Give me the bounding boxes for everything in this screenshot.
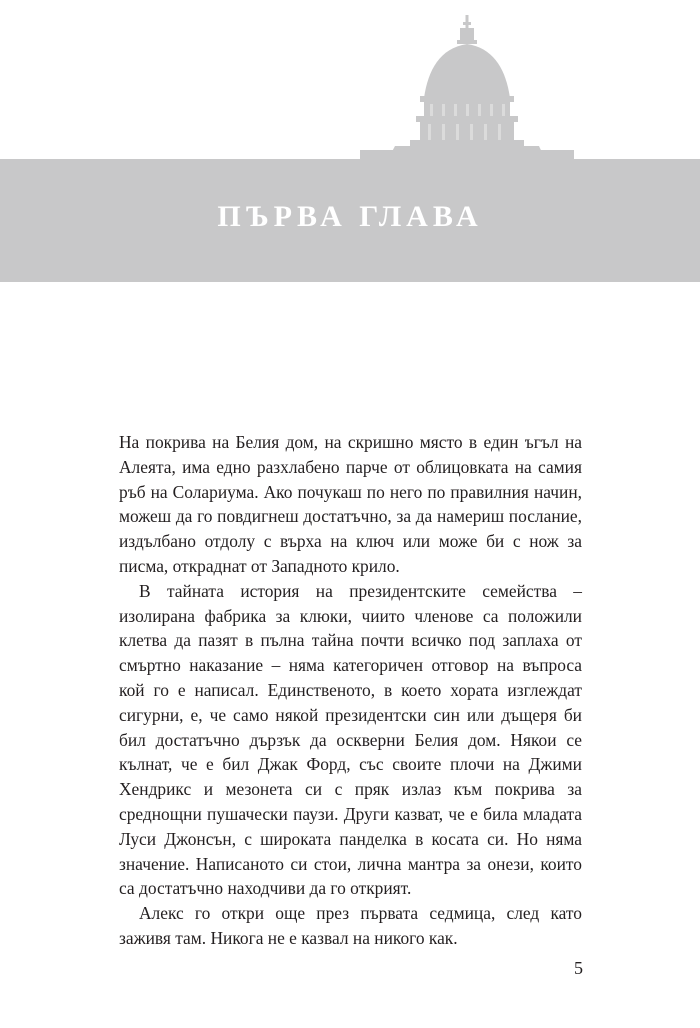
paragraph: Алекс го откри още през първата седмица, след като заживя там. Никога не е казвал на никого как. xyxy=(119,903,582,948)
chapter-title: ПЪРВА ГЛАВА xyxy=(217,200,483,233)
paragraph: На покрива на Белия дом, на скришно място в един ъгъл на Алеята, има едно разхлабено парче от облицовката на самия ръб на Солариума. Ако почукаш по него по правилния начин, можеш да го повдигнеш достатъчно, за да намериш послание, издълбано отдолу с върха на ключ или може би с нож за писма, откраднат от Западното крило. xyxy=(119,432,582,576)
page-number: 5 xyxy=(574,958,583,978)
chapter-body xyxy=(119,430,582,951)
paragraph: В тайната история на президентските семейства – изолирана фабрика за клюки, чиито членове са положили клетва да пазят в пълна тайна почти всичко под заплаха от смъртно наказание – няма категоричен отговор на въпроса кой го е написал. Единственото, в което хората изглеждат сигурни, е, че само някой президентски син или дъщеря би бил достатъчно дързък да оскверни Белия дом. Някои се кълнат, че е бил Джак Форд, със своите плочи на Джими Хендрикс и мезонета си с пряк излаз към покрива за среднощни пушачески паузи. Други казват, че е била младата Луси Джонсън, с широката панделка в косата си. Но няма значение. Написаното си стои, лична мантра за онези, които са достатъчно находчиви да го открият. xyxy=(119,580,582,899)
capitol-dome-icon xyxy=(0,0,700,170)
